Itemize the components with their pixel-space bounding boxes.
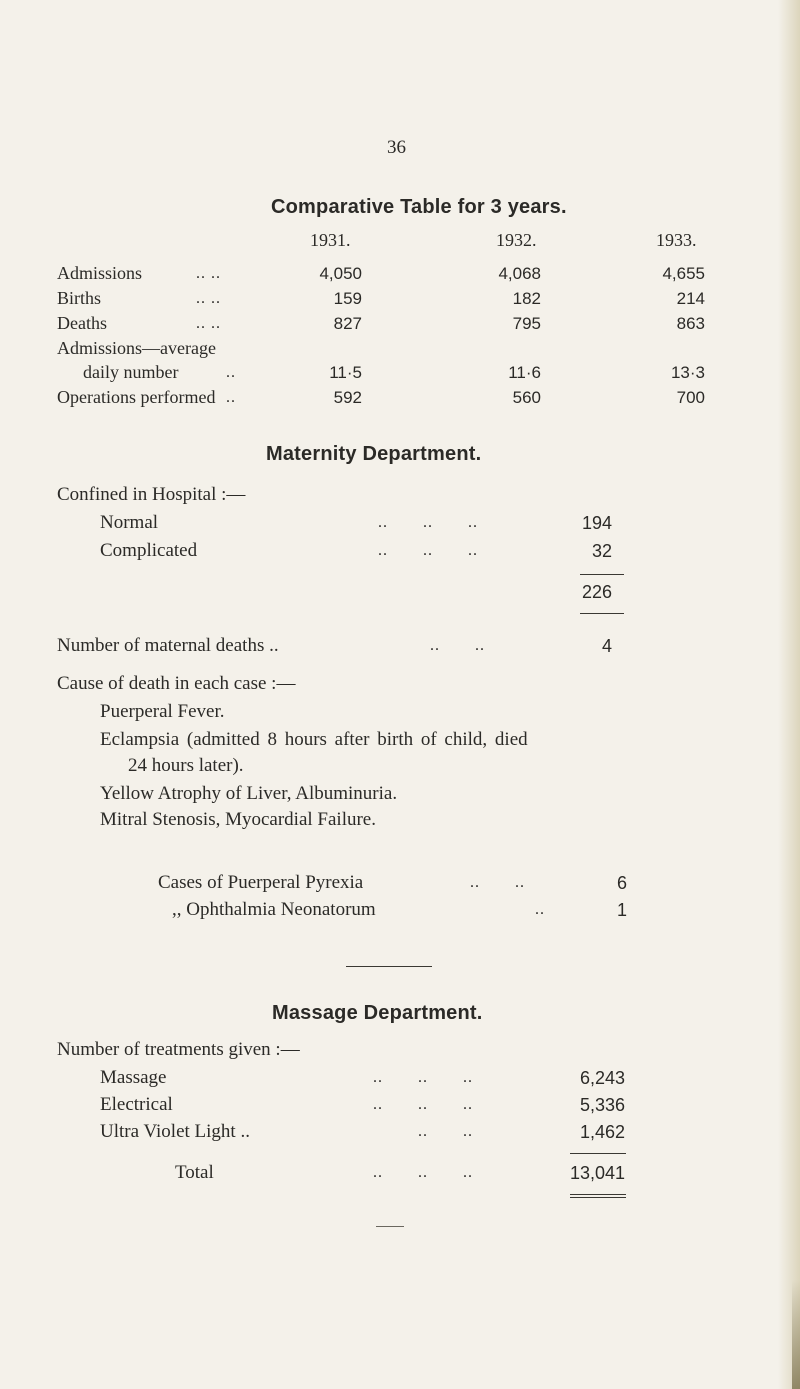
cell-daily-1932: 11·6 <box>508 363 541 382</box>
maternity-title: Maternity Department. <box>266 443 482 465</box>
year-header-1933: 1933. <box>656 230 697 250</box>
cause-label: Cause of death in each case :— <box>57 673 296 694</box>
leader-dots: .. .. .. <box>378 542 478 559</box>
leader-dots: .. .. .. <box>373 1096 473 1113</box>
confined-label: Confined in Hospital :— <box>57 484 246 505</box>
pyrexia-label: Cases of Puerperal Pyrexia <box>158 872 364 893</box>
comparative-table-title: Comparative Table for 3 years. <box>271 196 567 218</box>
end-rule <box>376 1226 404 1227</box>
leader-dots: .. <box>226 389 236 406</box>
leader-dots: .. .. <box>430 637 485 654</box>
cause-item: Puerperal Fever. <box>100 701 225 722</box>
page-number: 36 <box>387 137 406 158</box>
year-header-1932: 1932. <box>496 230 537 250</box>
total-label: Total <box>175 1162 214 1183</box>
page-corner-stain <box>792 1280 800 1389</box>
cause-item-continuation: 24 hours later). <box>128 755 244 776</box>
cell-births-1933: 214 <box>676 289 705 308</box>
electrical-item-value: 5,336 <box>579 1095 625 1115</box>
complicated-value: 32 <box>591 541 612 561</box>
leader-dots: .. <box>226 364 236 381</box>
cell-births-1931: 159 <box>333 289 362 308</box>
double-rule-bottom <box>570 1197 626 1198</box>
normal-label: Normal <box>100 512 159 533</box>
sum-rule <box>570 1153 626 1154</box>
leader-dots: .. .. .. <box>373 1164 473 1181</box>
cause-item: Yellow Atrophy of Liver, Albuminuria. <box>100 783 398 804</box>
complicated-label: Complicated <box>100 540 198 561</box>
leader-dots: .. <box>535 901 545 918</box>
cell-admissions-1932: 4,068 <box>498 264 541 283</box>
cause-item: Eclampsia (admitted 8 hours after birth of child, died <box>100 729 528 750</box>
row-label-operations: Operations performed <box>57 387 216 407</box>
section-divider <box>346 966 432 967</box>
page-edge-shadow <box>778 0 800 1389</box>
ultra-violet-item-label: Ultra Violet Light .. <box>100 1121 250 1142</box>
cell-daily-1931: 11·5 <box>329 363 362 382</box>
cell-deaths-1931: 827 <box>333 314 362 333</box>
cell-operations-1933: 700 <box>676 388 705 407</box>
sum-rule <box>580 574 624 575</box>
maternal-deaths-value: 4 <box>601 636 612 656</box>
cause-item: Mitral Stenosis, Myocardial Failure. <box>100 809 376 830</box>
leader-dots: .. .. <box>470 874 525 891</box>
cell-births-1932: 182 <box>512 289 541 308</box>
row-label-deaths: Deaths <box>57 313 107 333</box>
cell-daily-1933: 13·3 <box>670 363 705 382</box>
maternal-deaths-label: Number of maternal deaths .. <box>57 635 279 656</box>
normal-value: 194 <box>581 513 612 533</box>
ultra-violet-item-value: 1,462 <box>579 1122 625 1142</box>
cell-operations-1931: 592 <box>333 388 362 407</box>
year-header-1931: 1931. <box>310 230 351 250</box>
ophthalmia-value: 1 <box>616 900 627 920</box>
leader-dots: .. .. .. <box>373 1069 473 1086</box>
massage-title: Massage Department. <box>272 1002 483 1024</box>
leader-dots: .. .. <box>196 290 221 307</box>
leader-dots: .. .. <box>418 1123 473 1140</box>
row-label-admissions-average: Admissions—average <box>57 338 216 358</box>
double-rule-top <box>570 1194 626 1195</box>
treatments-label: Number of treatments given :— <box>57 1039 300 1060</box>
pyrexia-value: 6 <box>616 873 627 893</box>
massage-item-value: 6,243 <box>579 1068 625 1088</box>
row-label-births: Births <box>57 288 102 308</box>
massage-item-label: Massage <box>100 1067 167 1088</box>
cell-operations-1932: 560 <box>512 388 541 407</box>
cell-deaths-1932: 795 <box>512 314 541 333</box>
leader-dots: .. .. <box>196 315 221 332</box>
leader-dots: .. .. <box>196 265 221 282</box>
confined-total-value: 226 <box>581 582 612 602</box>
ophthalmia-label: ,, Ophthalmia Neonatorum <box>172 899 376 920</box>
sum-rule <box>580 613 624 614</box>
cell-admissions-1933: 4,655 <box>662 264 705 283</box>
row-label-admissions: Admissions <box>57 263 143 283</box>
cell-admissions-1931: 4,050 <box>319 264 362 283</box>
cell-deaths-1933: 863 <box>676 314 705 333</box>
row-label-daily-number: daily number <box>83 362 179 382</box>
total-value: 13,041 <box>569 1163 625 1183</box>
leader-dots: .. .. .. <box>378 514 478 531</box>
electrical-item-label: Electrical <box>100 1094 173 1115</box>
